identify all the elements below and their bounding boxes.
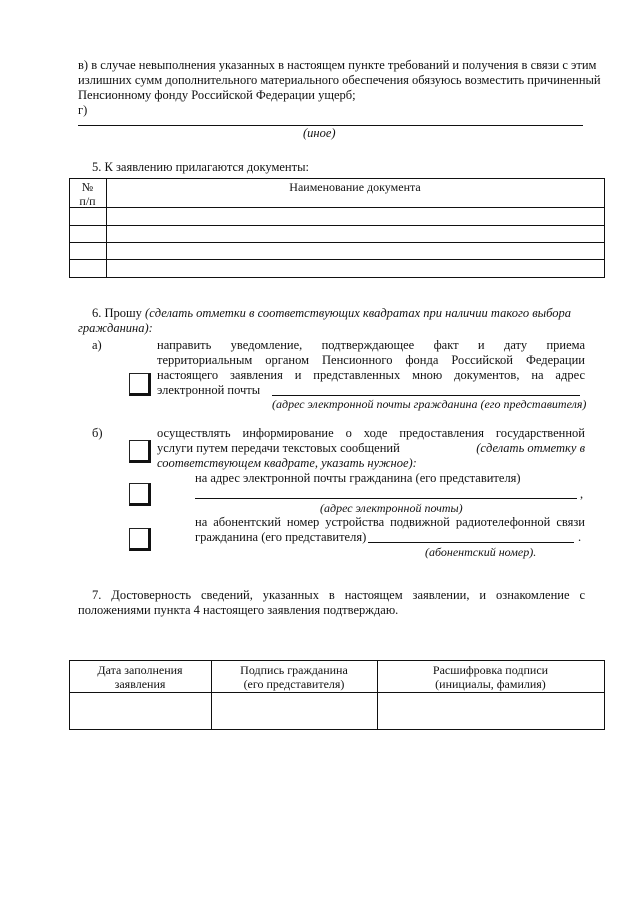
option-b-marker: б) <box>92 426 103 440</box>
option-a-line4: электронной почты <box>157 383 261 397</box>
option-b-email-text: на адрес электронной почты гражданина (его представителя) <box>195 471 521 485</box>
option-b-phone-caption: (абонентский номер). <box>425 545 537 559</box>
comma: , <box>580 487 584 501</box>
request-title: 6. Прошу (сделать отметки в соответствующих квадратах при наличии такого выбора <box>92 306 571 320</box>
option-b-phone-line2: гражданина (его представителя) <box>195 530 367 544</box>
date-header: Дата заполнения заявления <box>97 663 183 691</box>
decryption-cell[interactable] <box>378 693 603 728</box>
item-v-line3: Пенсионному фонду Российской Федерации ущерб; <box>78 88 356 102</box>
option-a-checkbox[interactable] <box>129 373 151 396</box>
table-row[interactable] <box>107 243 604 258</box>
option-b-email-checkbox[interactable] <box>129 483 151 506</box>
table-row[interactable] <box>107 208 604 224</box>
documents-table <box>69 178 605 278</box>
confirmation-line2: положениями пункта 4 настоящего заявления подтверждаю. <box>78 603 399 617</box>
other-caption: (иное) <box>303 126 336 140</box>
col-name-header: Наименование документа <box>289 180 421 194</box>
option-a-email-line[interactable] <box>272 395 580 396</box>
col-num-header: № п/п <box>79 180 96 208</box>
option-b-email-line[interactable] <box>195 498 577 499</box>
option-a-marker: а) <box>92 338 102 352</box>
option-b-phone-checkbox[interactable] <box>129 528 151 551</box>
option-a-caption: (адрес электронной почты гражданина (его представителя) <box>272 397 587 411</box>
option-a-line3: настоящего заявления и представленных мною документов, на адрес <box>157 368 585 382</box>
table-row[interactable] <box>107 226 604 241</box>
documents-title: 5. К заявлению прилагаются документы: <box>92 160 309 174</box>
table-row[interactable] <box>107 260 604 276</box>
confirmation-line1: 7. Достоверность сведений, указанных в настоящем заявлении, и ознакомление с <box>92 588 585 602</box>
option-b-phone-line1: на абонентский номер устройства подвижной радиотелефонной связи <box>195 515 585 529</box>
option-b-line3: соответствующем квадрате, указать нужное): <box>157 456 417 470</box>
option-b-line2: услуги путем передачи текстовых сообщений (сделать отметку в <box>157 441 585 455</box>
option-b-checkbox[interactable] <box>129 440 151 463</box>
date-cell[interactable] <box>70 693 210 728</box>
option-b-line1: осуществлять информирование о ходе предоставления государственной <box>157 426 585 440</box>
request-title-line2: гражданина): <box>78 321 153 335</box>
period: . <box>578 530 582 544</box>
option-b-email-caption: (адрес электронной почты) <box>320 501 463 515</box>
option-a-line1: направить уведомление, подтверждающее факт и дату приема <box>157 338 585 352</box>
item-v-line1: в) в случае невыполнения указанных в настоящем пункте требований и получения в связи с этим <box>78 58 597 72</box>
signature-header: Подпись гражданина (его представителя) <box>240 663 348 691</box>
option-a-line2: территориальным органом Пенсионного фонда Российской Федерации <box>157 353 585 367</box>
option-b-phone-line[interactable] <box>368 542 574 543</box>
item-g: г) <box>78 103 88 117</box>
item-v-line2: излишних сумм дополнительного материального обеспечения обязуюсь возместить причиненный <box>78 73 601 87</box>
signature-cell[interactable] <box>212 693 376 728</box>
decryption-header: Расшифровка подписи (инициалы, фамилия) <box>432 663 549 691</box>
signature-table <box>69 660 605 730</box>
